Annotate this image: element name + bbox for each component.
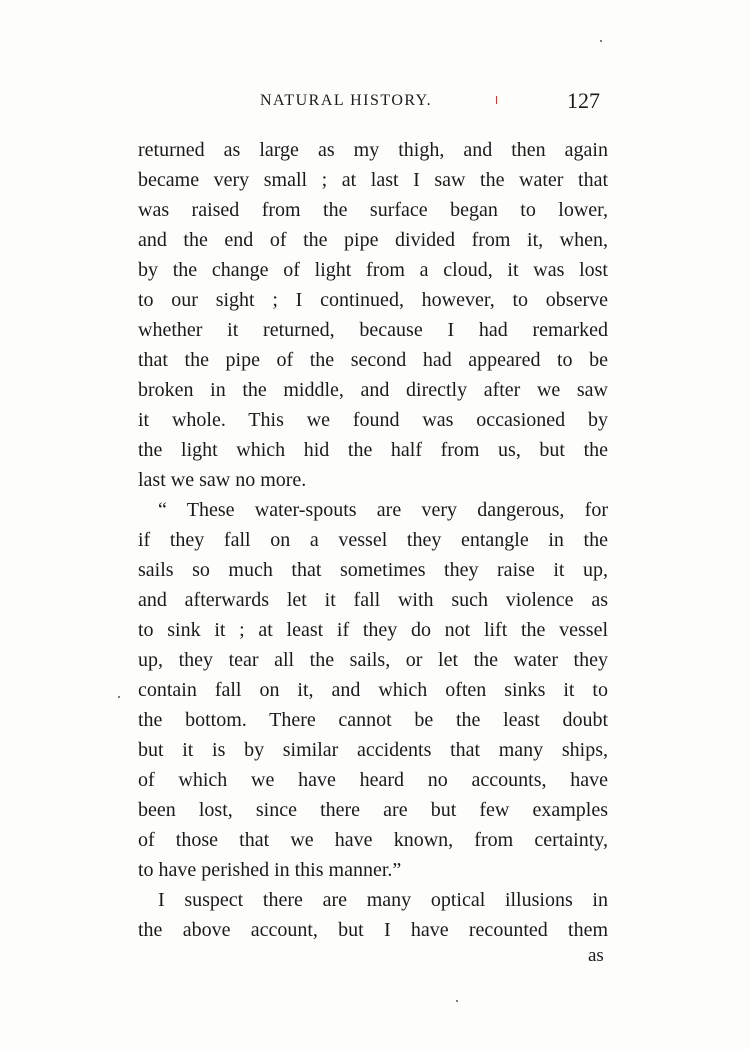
text-line: the light which hid the half from us, but the [138,439,608,461]
text-line: returned as large as my thigh, and then again [138,139,608,161]
text-line: and afterwards let it fall with such violence as [138,589,608,611]
text-line: been lost, since there are but few examples [138,799,608,821]
text-line: but it is by similar accidents that many ships, [138,739,608,761]
text-line: that the pipe of the second had appeared to be [138,349,608,371]
text-line: became very small ; at last I saw the water that [138,169,608,191]
text-line: and the end of the pipe divided from it, when, [138,229,608,251]
body-text [138,135,608,945]
text-line: was raised from the surface began to lower, [138,199,608,221]
paper-speck [456,1000,458,1002]
text-line: “ These water-spouts are very dangerous, for [158,499,608,521]
text-line: it whole. This we found was occasioned by [138,409,608,431]
text-line: the bottom. There cannot be the least doubt [138,709,608,731]
text-line: the above account, but I have recounted them [138,919,608,941]
running-head [260,90,610,114]
text-line: of those that we have known, from certainty, [138,829,608,851]
text-line: contain fall on it, and which often sinks it to [138,679,608,701]
text-line: by the change of light from a cloud, it was lost [138,259,608,281]
text-line: if they fall on a vessel they entangle in the [138,529,608,551]
running-title: NATURAL HISTORY. [260,92,433,109]
text-line: to have perished in this manner.” [138,859,402,881]
text-line: to our sight ; I continued, however, to observe [138,289,608,311]
text-line: to sink it ; at least if they do not lift the vessel [138,619,608,641]
text-line: up, they tear all the sails, or let the water they [138,649,608,671]
text-line: whether it returned, because I had remarked [138,319,608,341]
catchword: as [588,945,604,966]
stray-ink-mark [496,96,497,104]
text-line: of which we have heard no accounts, have [138,769,608,791]
page-number: 127 [567,88,600,113]
text-line: sails so much that sometimes they raise it up, [138,559,608,581]
text-line: last we saw no more. [138,469,307,491]
text-line: broken in the middle, and directly after we saw [138,379,608,401]
paper-speck [600,40,602,42]
text-line: I suspect there are many optical illusions in [158,889,608,911]
paper-speck [118,696,120,698]
